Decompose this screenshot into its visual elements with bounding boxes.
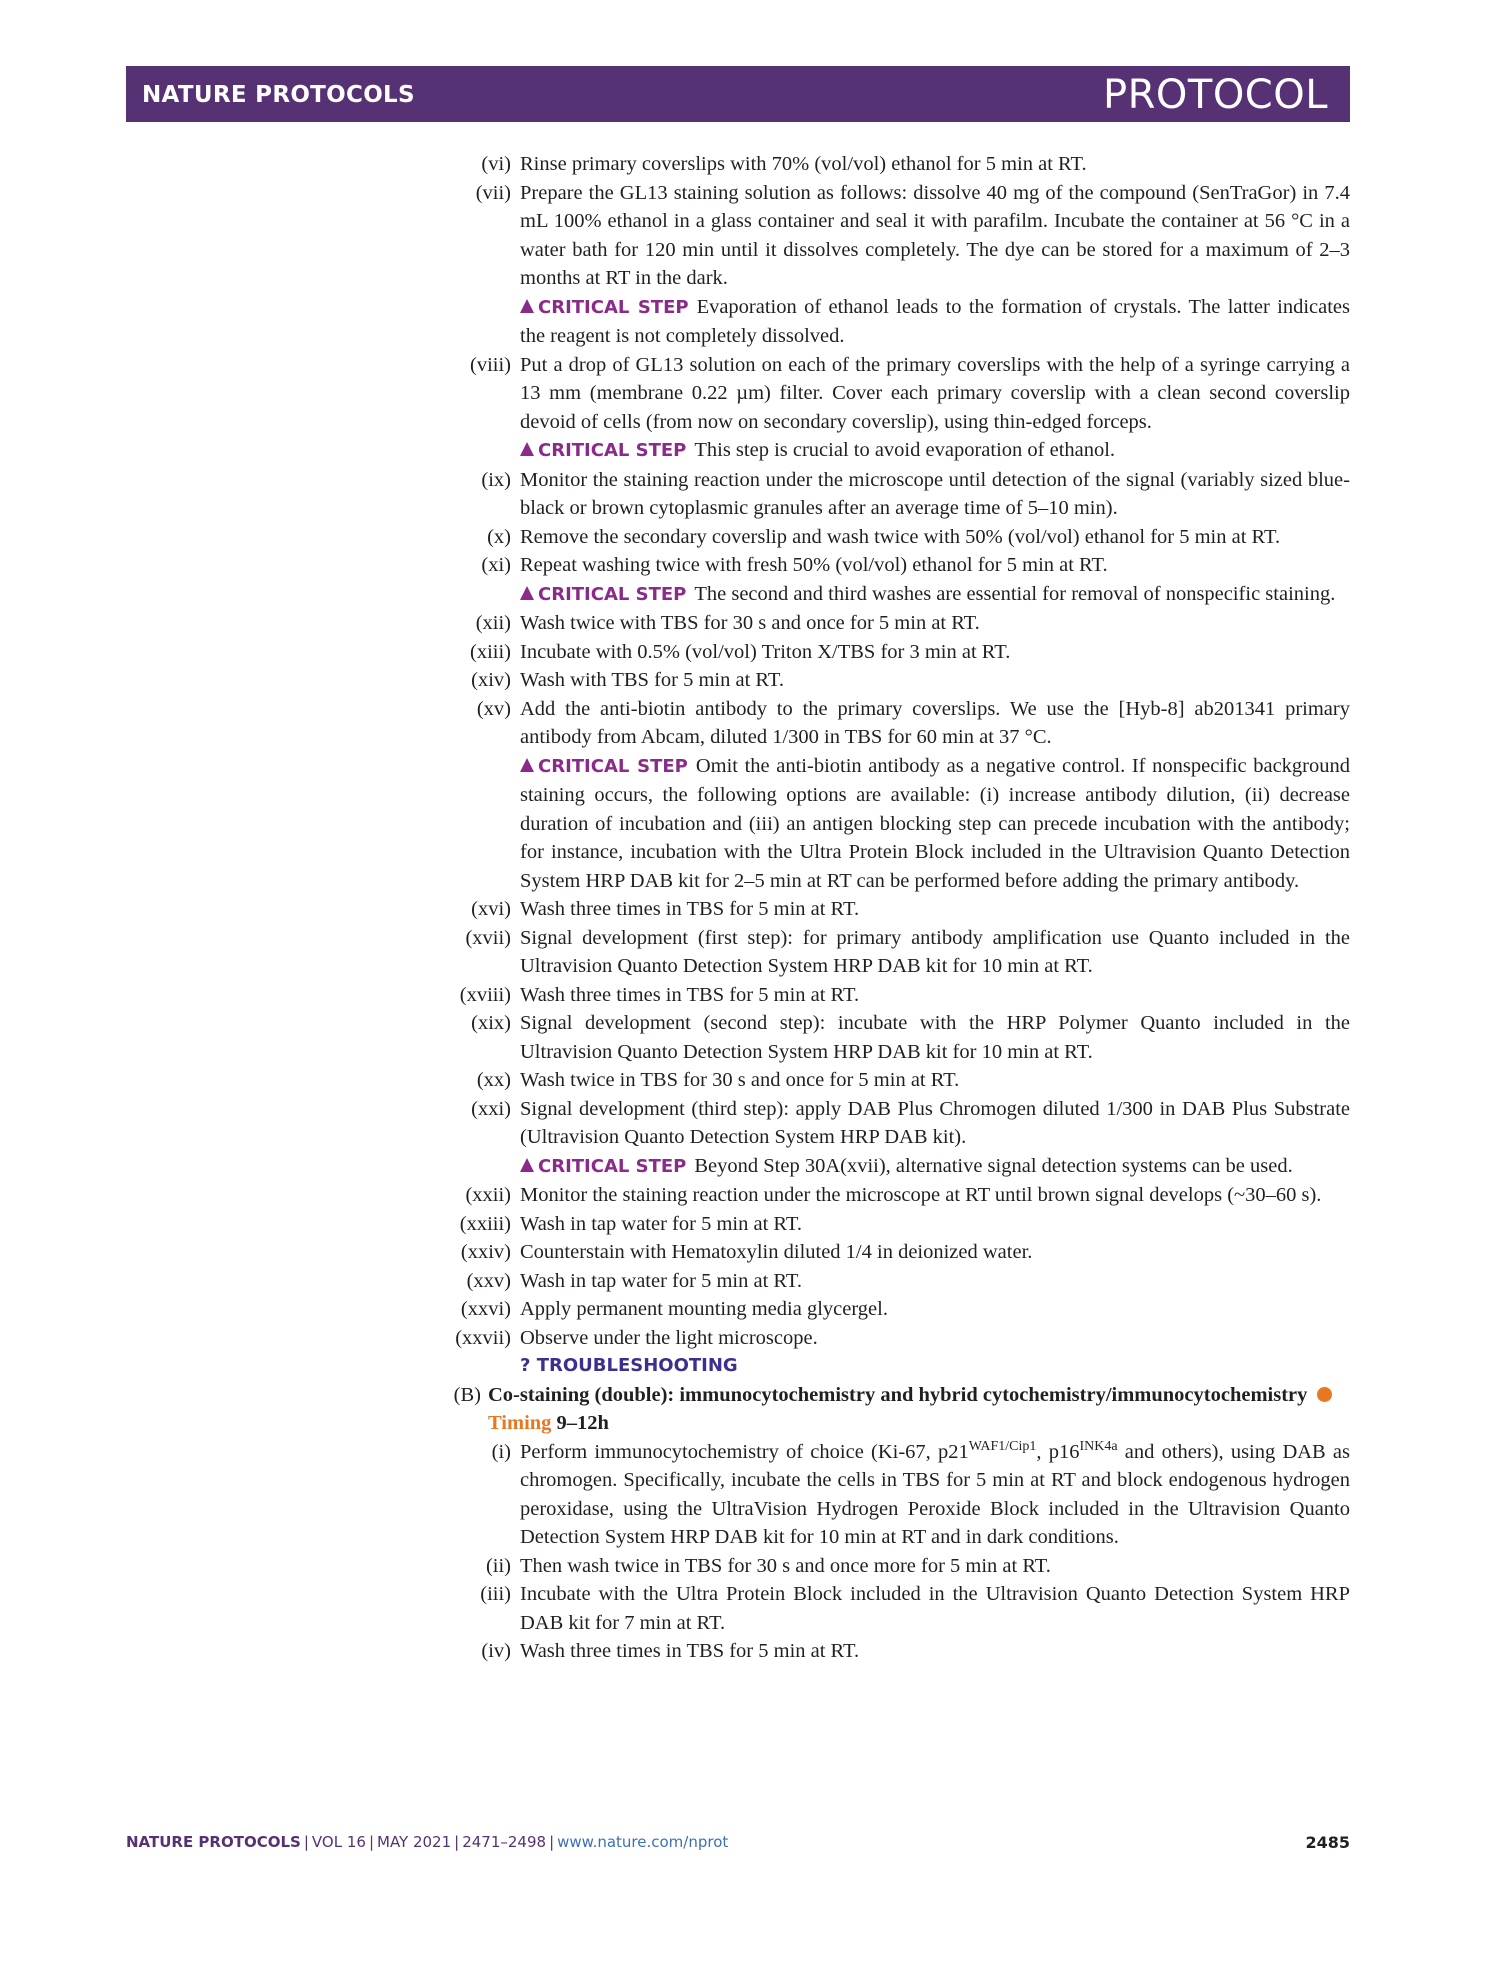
page-header: [126, 66, 1350, 122]
footer-volume: VOL 16: [311, 1833, 366, 1851]
list-item: [445, 1238, 1350, 1267]
part-b-steps-list: [445, 1552, 1350, 1666]
list-item: [445, 666, 1350, 695]
step-text: Wash three times in TBS for 5 min at RT.: [520, 1640, 860, 1662]
part-b-heading: [445, 1381, 1350, 1438]
step-number: (vi): [481, 153, 511, 175]
section-label: PROTOCOL: [1102, 72, 1328, 118]
step-number: (x): [487, 525, 511, 548]
step-text: Wash with TBS for 5 min at RT.: [520, 669, 784, 691]
step-text: Incubate with 0.5% (vol/vol) Triton X/TBS for 3 min at RT.: [520, 640, 1011, 663]
step-number: (i): [491, 1440, 511, 1463]
step-text: Monitor the staining reaction under the microscope until detection of the signal (variably sized blue-black or brown cytoplasmic granules after an average time of 5–10 min).: [520, 468, 1350, 519]
step-text: Add the anti-biotin antibody to the primary coverslips. We use the [Hyb-8] ab201341 primary antibody from Abcam, diluted 1/300 in TBS for 60 min at 37 °C.: [520, 697, 1350, 748]
step-number: (xxvii): [455, 1326, 511, 1349]
step-number: (xi): [481, 554, 511, 576]
critical-step-note: [445, 293, 1350, 351]
footer-pages: 2471–2498: [462, 1833, 547, 1851]
list-item: [445, 1438, 1350, 1552]
list-item: [445, 1181, 1350, 1210]
step-number: (xix): [471, 1012, 511, 1034]
critical-step-label: CRITICAL STEP: [520, 756, 688, 777]
step-number: (xxv): [466, 1269, 511, 1292]
critical-step-text: Evaporation of ethanol leads to the formation of crystals. The latter indicates the reagent is not completely dissolved.: [520, 295, 1350, 347]
footer-date: MAY 2021: [377, 1833, 452, 1851]
critical-step-text: Beyond Step 30A(xvii), alternative signal detection systems can be used.: [694, 1154, 1293, 1177]
page-number: 2485: [1305, 1833, 1350, 1852]
list-item: [445, 466, 1350, 523]
step-number: (xiv): [471, 669, 511, 691]
warning-triangle-icon: [520, 586, 534, 600]
step-number: (xii): [475, 612, 511, 634]
list-item: [445, 981, 1350, 1010]
page-footer: [126, 1833, 1350, 1863]
step-text: Wash three times in TBS for 5 min at RT.: [520, 983, 860, 1006]
warning-triangle-icon: [520, 758, 534, 772]
list-item: [445, 1580, 1350, 1637]
list-item: [445, 1552, 1350, 1581]
list-item: [445, 609, 1350, 638]
step-text: Wash twice in TBS for 30 s and once for 5 min at RT.: [520, 1069, 960, 1091]
superscript: WAF1/Cip1: [968, 1438, 1037, 1454]
step-text: Apply permanent mounting media glycergel.: [520, 1298, 888, 1320]
step-number: (xx): [476, 1069, 511, 1091]
step-text: Observe under the light microscope.: [520, 1326, 818, 1349]
list-item: [445, 1637, 1350, 1666]
step-number: (xviii): [459, 983, 511, 1006]
step-number: (xxvi): [460, 1298, 511, 1320]
list-item: [445, 150, 1350, 179]
list-item: [445, 695, 1350, 752]
step-number: (ix): [481, 468, 511, 491]
step-text: Put a drop of GL13 solution on each of the primary coverslips with the help of a syringe carrying a 13 mm (membrane 0.22 µm) filter. Cover each primary coverslip with a clean second coverslip devoid of cells (from now on secondary coverslip), using thin-edged forceps.: [520, 353, 1350, 433]
step-text: Rinse primary coverslips with 70% (vol/vol) ethanol for 5 min at RT.: [520, 153, 1087, 175]
list-item: [445, 351, 1350, 437]
step-number: (vii): [475, 181, 511, 204]
step-text: Then wash twice in TBS for 30 s and once more for 5 min at RT.: [520, 1554, 1051, 1577]
part-b-title: Co-staining (double): immunocytochemistry and hybrid cytochemistry/immunocytochemistry: [488, 1383, 1308, 1406]
list-item: [445, 924, 1350, 981]
critical-step-label: CRITICAL STEP: [520, 1156, 686, 1177]
critical-step-text: This step is crucial to avoid evaporation of ethanol.: [694, 439, 1116, 461]
step-number: (xxii): [465, 1184, 511, 1206]
step-number: (iii): [480, 1583, 511, 1605]
step-text: Incubate with the Ultra Protein Block included in the Ultravision Quanto Detection System HRP DAB kit for 7 min at RT.: [520, 1583, 1350, 1634]
list-item: [445, 1324, 1350, 1353]
step-number: (xxiv): [460, 1241, 511, 1263]
step-number: (xvii): [465, 926, 511, 949]
list-item: [445, 895, 1350, 924]
footer-journal: NATURE PROTOCOLS: [126, 1833, 301, 1851]
list-item: [445, 1295, 1350, 1324]
step-number: (xxi): [471, 1097, 511, 1120]
list-item: [445, 1009, 1350, 1066]
step-number: (xxiii): [459, 1212, 511, 1235]
critical-step-label: CRITICAL STEP: [520, 297, 689, 318]
troubleshooting-link[interactable]: ? TROUBLESHOOTING: [520, 1355, 738, 1376]
steps-list: [445, 150, 1350, 1352]
timing-label: Timing: [488, 1412, 552, 1434]
step-text: Wash twice with TBS for 30 s and once for 5 min at RT.: [520, 612, 980, 634]
superscript: INK4a: [1079, 1438, 1118, 1454]
step-text: , p16: [1036, 1440, 1080, 1463]
step-number: (xv): [476, 697, 511, 720]
critical-step-note: [445, 1152, 1350, 1182]
step-text: Repeat washing twice with fresh 50% (vol/vol) ethanol for 5 min at RT.: [520, 554, 1108, 576]
step-number: (viii): [470, 353, 511, 376]
list-item: [445, 1066, 1350, 1095]
warning-triangle-icon: [520, 1158, 534, 1172]
list-item: [445, 551, 1350, 580]
step-text: Wash in tap water for 5 min at RT.: [520, 1212, 802, 1235]
step-number: (xiii): [470, 640, 511, 663]
critical-step-text: The second and third washes are essential for removal of nonspecific staining.: [694, 582, 1336, 605]
list-item: [445, 1267, 1350, 1296]
list-item: [445, 638, 1350, 667]
step-number: (xvi): [471, 898, 511, 920]
warning-triangle-icon: [520, 299, 534, 313]
critical-step-note: [445, 436, 1350, 466]
step-number: (iv): [481, 1640, 511, 1662]
step-text: Prepare the GL13 staining solution as follows: dissolve 40 mg of the compound (SenTraGor) in 7.4 mL 100% ethanol in a glass container and seal it with parafilm. Incubate the container at 56 °C in a water bath for 120 min until it dissolves completely. The dye can be stored for a maximum of 2–3 months at RT in the dark.: [520, 181, 1350, 289]
step-text: Monitor the staining reaction under the microscope at RT until brown signal develops (~30–60 s).: [520, 1184, 1322, 1206]
critical-step-note: [445, 580, 1350, 610]
timing-value: 9–12h: [556, 1412, 609, 1434]
list-item: [445, 179, 1350, 293]
step-number: (ii): [485, 1554, 511, 1577]
list-item: [445, 523, 1350, 552]
step-text: and others), using DAB as chromogen. Specifically, incubate the cells in TBS for 5 min at RT and block endogenous hydrogen peroxidase, using the UltraVision Hydrogen Peroxide Block included in the Ultravision Quanto Detection System HRP DAB kit for 10 min at RT and in dark conditions.: [520, 1440, 1350, 1548]
critical-step-text: Omit the anti-biotin antibody as a negative control. If nonspecific background staining occurs, the following options are available: (i) increase antibody dilution, (ii) decrease duration of incubation and (iii) an antigen blocking step can precede incubation with the antibody; for instance, incubation with the Ultra Protein Block included in the Ultravision Quanto Detection System HRP DAB kit for 2–5 min at RT can be performed before adding the primary antibody.: [520, 754, 1350, 892]
list-item: [445, 1210, 1350, 1239]
step-text: Signal development (first step): for primary antibody amplification use Quanto included in the Ultravision Quanto Detection System HRP DAB kit for 10 min at RT.: [520, 926, 1350, 977]
step-text: Signal development (third step): apply DAB Plus Chromogen diluted 1/300 in DAB Plus Substrate (Ultravision Quanto Detection System HRP DAB kit).: [520, 1097, 1350, 1148]
journal-name: NATURE PROTOCOLS: [142, 82, 415, 108]
warning-triangle-icon: [520, 442, 534, 456]
critical-step-label: CRITICAL STEP: [520, 584, 686, 605]
critical-step-note: [445, 752, 1350, 896]
step-text: Remove the secondary coverslip and wash twice with 50% (vol/vol) ethanol for 5 min at RT.: [520, 525, 1281, 548]
critical-step-label: CRITICAL STEP: [520, 440, 686, 461]
step-text: Signal development (second step): incubate with the HRP Polymer Quanto included in the Ultravision Quanto Detection System HRP DAB kit for 10 min at RT.: [520, 1012, 1350, 1063]
timing-dot-icon: [1317, 1387, 1332, 1402]
step-text: Counterstain with Hematoxylin diluted 1/4 in deionized water.: [520, 1241, 1033, 1263]
step-text: Perform immunocytochemistry of choice (Ki-67, p21: [520, 1440, 969, 1463]
main-content: [445, 150, 1350, 1666]
footer-citation: NATURE PROTOCOLS | VOL 16 | MAY 2021 | 2471–2498 | www.nature.com/nprot: [126, 1833, 729, 1851]
part-b-number: (B): [453, 1383, 481, 1406]
step-text: Wash three times in TBS for 5 min at RT.: [520, 898, 860, 920]
step-text: Wash in tap water for 5 min at RT.: [520, 1269, 802, 1292]
list-item: [445, 1095, 1350, 1152]
footer-url-link[interactable]: www.nature.com/nprot: [557, 1833, 729, 1851]
